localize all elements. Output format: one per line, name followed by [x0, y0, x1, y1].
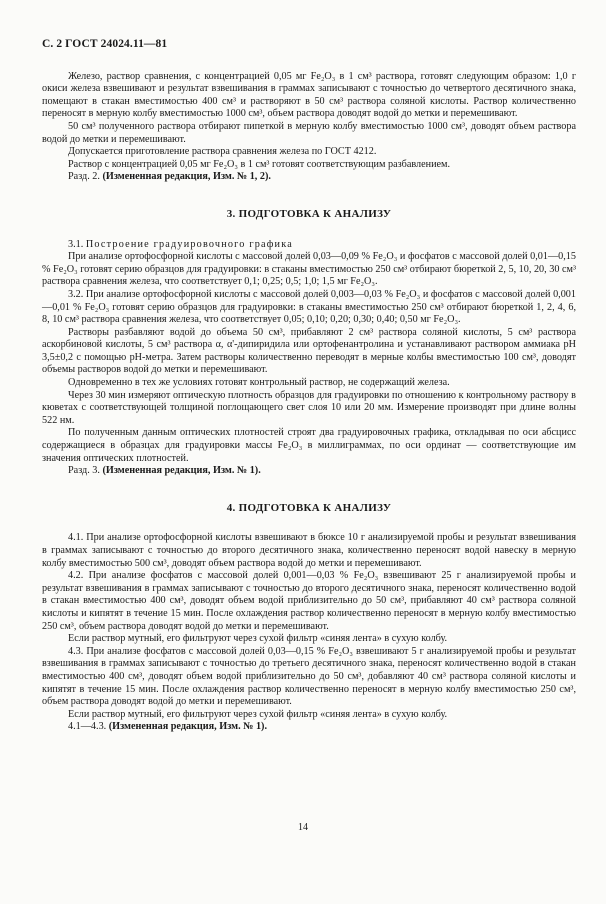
paragraph-4-1: 4.1. При анализе ортофосфорной кислоты взвешивают в бюксе 10 г анализируемой пробы и результат взвешивания в граммах записывают с точностью до второго десятичного знака, количественно переносят водой навеску в мерную колбу вместимостью 500 см³, доводят объем раствора водой до метки и перемешивают. — [42, 532, 576, 569]
paragraph-concentration: Раствор с концентрацией 0,05 мг Fe₂O₃ в 1 см³ готовят соответствующим разбавлением. — [68, 158, 451, 170]
paragraph-4-2: 4.2. При анализе фосфатов с массовой долей 0,001—0,03 % Fe₂O₃ взвешивают 25 г анализируемой пробы и результат взвешивания в граммах записывают с точностью до второго десятичного знака, переносят количественно водой в стакан вместимостью 400 см³, доводят объем водой приблизительно до 50 см³, прибавляют 40 см³ раствора соляной кислоты и кипятят в течение 15 мин. После охлаждения раствор количественно переносят в мерную колбу вместимостью 250 см³, объем раствора доводят водой до метки и перемешивают. — [42, 570, 576, 632]
paragraph-4-3: 4.3. При анализе фосфатов с массовой долей 0,03—0,15 % Fe₂O₃ взвешивают 5 г анализируемой пробы и результат взвешивания в граммах записывают с точностью до третьего десятичного знака, переносят количественно водой в стакан вместимостью 400 см³, доводят объем водой приблизительно до 50 см³, добавляют 40 см³ раствора соляной кислоты и кипятят в течение 15 мин. После охлаждения раствор количественно переносят в мерную колбу вместимостью 250 см³, объем раствора доводят водой до метки и перемешивают. — [42, 645, 576, 708]
revision-prefix: Разд. 2. — [68, 171, 103, 183]
paragraph-revision-note-3 — [42, 465, 576, 478]
revision-bold: (Измененная редакция, Изм. № 1). — [102, 465, 261, 477]
paragraph-3-2: 3.2. При анализе ортофосфорной кислоты с массовой долей 0,003—0,03 % Fe₂O₃ и фосфатов с массовой долей 0,001—0,01 % Fe₂O₃ готовят серию образцов для градуировки: в стаканы вместимостью 250 см³ отбирают бюреткой 1, 2, 4, 6, 8, 10 см³ раствора сравнения железа, что соответствует 0,05; 0,10; 0,20; 0,30; 0,40; 0,50 мг Fe₂O₃. — [42, 288, 576, 326]
paragraph-revision-note-4 — [42, 721, 576, 734]
paragraph-3-1: При анализе ортофосфорной кислоты с массовой долей 0,03—0,09 % Fe₂O₃ и фосфатов с массовой долей 0,01—0,15 % Fe₂O₃ готовят серию образцов для градуировки: в стаканы вместимостью 250 см³ отбирают бюреткой 2, 5, 10, 20, 30 см³ раствора сравнения железа, что соответствует 0,1; 0,25; 0,5; 1,0; 1,5 мг Fe₂O₃. — [42, 251, 576, 288]
subsection-3-1-heading — [42, 239, 576, 252]
paragraph-gost-reference: Допускается приготовление раствора сравнения железа по ГОСТ 4212. — [68, 146, 377, 158]
paragraph-calibration-graph: По полученным данным оптических плотностей строят два градуировочных графика, откладывая по оси абсцисс содержащиеся в образцах для градуировки массы Fe₂O₃ в миллиграммах, по оси ординат — соответствующие им значения оптических плотностей. — [42, 427, 576, 464]
revision-prefix: 4.1—4.3. — [68, 721, 109, 733]
revision-bold: (Измененная редакция, Изм. № 1). — [108, 721, 267, 733]
paragraph-dilute-solutions: Растворы разбавляют водой до объема 50 см³, прибавляют 2 см³ раствора соляной кислоты, 5 см³ раствора аскорбиновой кислоты, 5 см³ раствора α, α'-дипиридила или ортофенантролина и устанавливают раствором аммиака рН 3,5±0,2 с помощью рН-метра. Затем растворы количественно переводят в мерные колбы вместимостью 100 см³, доводят объемы растворов водой до метки и перемешивают. — [42, 326, 576, 376]
paragraph-control-solution: Одновременно в тех же условиях готовят контрольный раствор, не содержащий железа. — [68, 377, 450, 389]
subsection-number: 3.1. — [68, 238, 86, 250]
section-4-title: 4. ПОДГОТОВКА К АНАЛИЗУ — [226, 501, 392, 514]
paragraph-filter-2: Если раствор мутный, его фильтруют через сухой фильтр «синяя лента» в сухую колбу. — [68, 708, 448, 720]
paragraph-optical-density: Через 30 мин измеряют оптическую плотность образцов для градуировки по отношению к контрольному раствору в кюветах с соответствующей толщиной поглощающего свет слоя 10 или 20 мм. Измерение производят при длине волны 522 нм. — [42, 389, 576, 426]
paragraph-filter-1: Если раствор мутный, его фильтруют через сухой фильтр «синяя лента» в сухую колбу. — [68, 633, 448, 645]
paragraph-revision-note-2 — [42, 171, 576, 184]
paragraph-dilution: 50 см³ полученного раствора отбирают пипеткой в мерную колбу вместимостью 1000 см³, доводят объем раствора водой до метки и перемешивают. — [42, 120, 576, 145]
revision-prefix: Разд. 3. — [68, 465, 103, 477]
section-3-title: 3. ПОДГОТОВКА К АНАЛИЗУ — [226, 207, 392, 220]
page-number: 14 — [298, 822, 308, 833]
revision-bold: (Измененная редакция, Изм. № 1, 2). — [102, 171, 271, 183]
paragraph-reference-solution: Железо, раствор сравнения, с концентрацией 0,05 мг Fe₂O₃ в 1 см³ раствора, готовят следующим образом: 1,0 г окиси железа взвешивают и результат взвешивания в граммах записывают с точностью до четвертого десятичного знака, помещают в стакан вместимостью 400 см³ и растворяют в 50 см³ раствора соляной кислоты. Раствор количественно переносят в мерную колбу вместимостью 1000 см³, объем раствора доводят водой до метки и перемешивают. — [42, 70, 576, 120]
page-header: С. 2 ГОСТ 24024.11—81 — [42, 38, 168, 50]
subsection-title: Построение градуировочного графика — [85, 238, 293, 250]
